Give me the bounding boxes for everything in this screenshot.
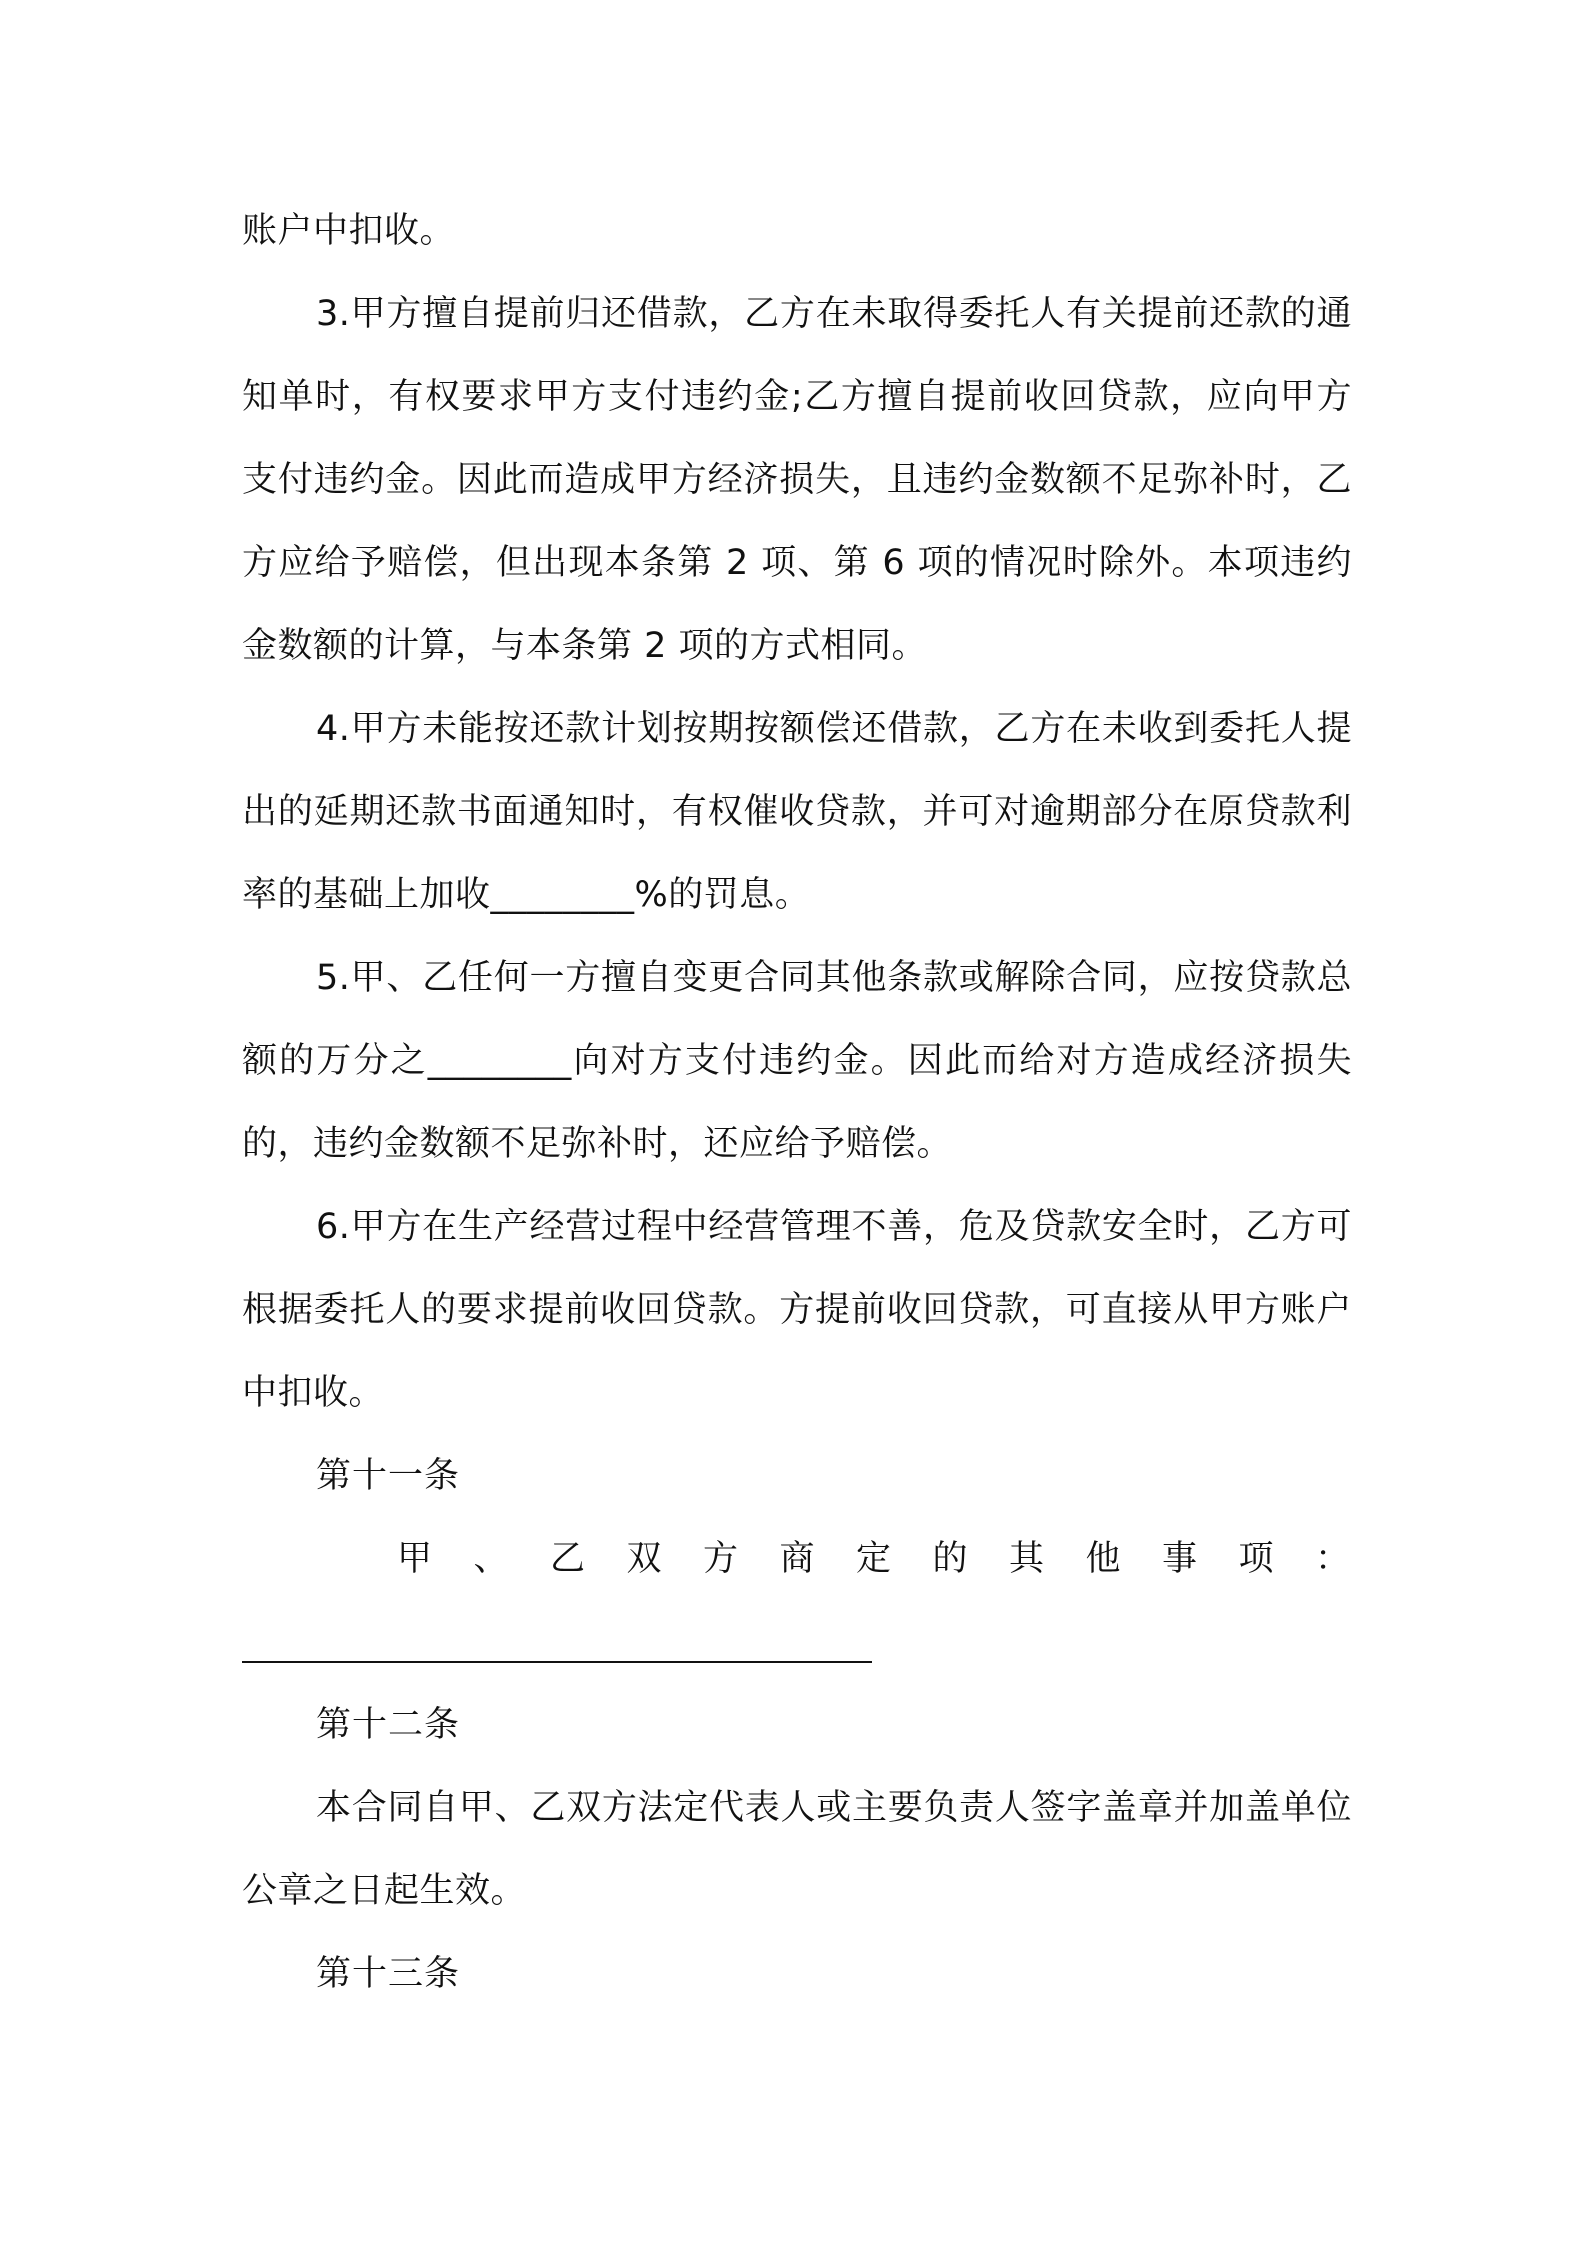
fill-in-blank-line bbox=[242, 1601, 1352, 1684]
clause-item-3: 3.甲方擅自提前归还借款，乙方在未取得委托人有关提前还款的通知单时，有权要求甲方支付违约金;乙方擅自提前收回贷款，应向甲方支付违约金。因此而造成甲方经济损失，且违约金数额不足弥补时，乙方应给予赔偿，但出现本条第 2 项、第 6 项的情况时除外。本项违约金数额的计算，与本条第 2 项的方式相同。 bbox=[242, 294, 1352, 666]
document-body bbox=[242, 190, 1352, 2016]
article-11-heading: 第十一条 bbox=[316, 1456, 461, 1496]
article-12-text: 本合同自甲、乙双方法定代表人或主要负责人签字盖章并加盖单位公章之日起生效。 bbox=[242, 1788, 1352, 1911]
article-13-heading: 第十三条 bbox=[316, 1954, 461, 1994]
clause-item-4: 4.甲方未能按还款计划按期按额偿还借款，乙方在未收到委托人提出的延期还款书面通知时，有权催收贷款，并可对逾期部分在原贷款利率的基础上加收________%的罚息。 bbox=[242, 709, 1352, 915]
article-11-text: 甲 、 乙 双 方 商 定 的 其 他 事 项 ： bbox=[397, 1539, 1352, 1579]
blank-underline bbox=[242, 1661, 872, 1663]
paragraph-continuation: 账户中扣收。 bbox=[242, 211, 456, 251]
article-12-heading: 第十二条 bbox=[316, 1705, 461, 1745]
clause-item-5: 5.甲、乙任何一方擅自变更合同其他条款或解除合同，应按贷款总额的万分之________向对方支付违约金。因此而给对方造成经济损失的，违约金数额不足弥补时，还应给予赔偿。 bbox=[242, 958, 1352, 1164]
clause-item-6: 6.甲方在生产经营过程中经营管理不善，危及贷款安全时，乙方可根据委托人的要求提前收回贷款。方提前收回贷款，可直接从甲方账户中扣收。 bbox=[242, 1207, 1352, 1413]
